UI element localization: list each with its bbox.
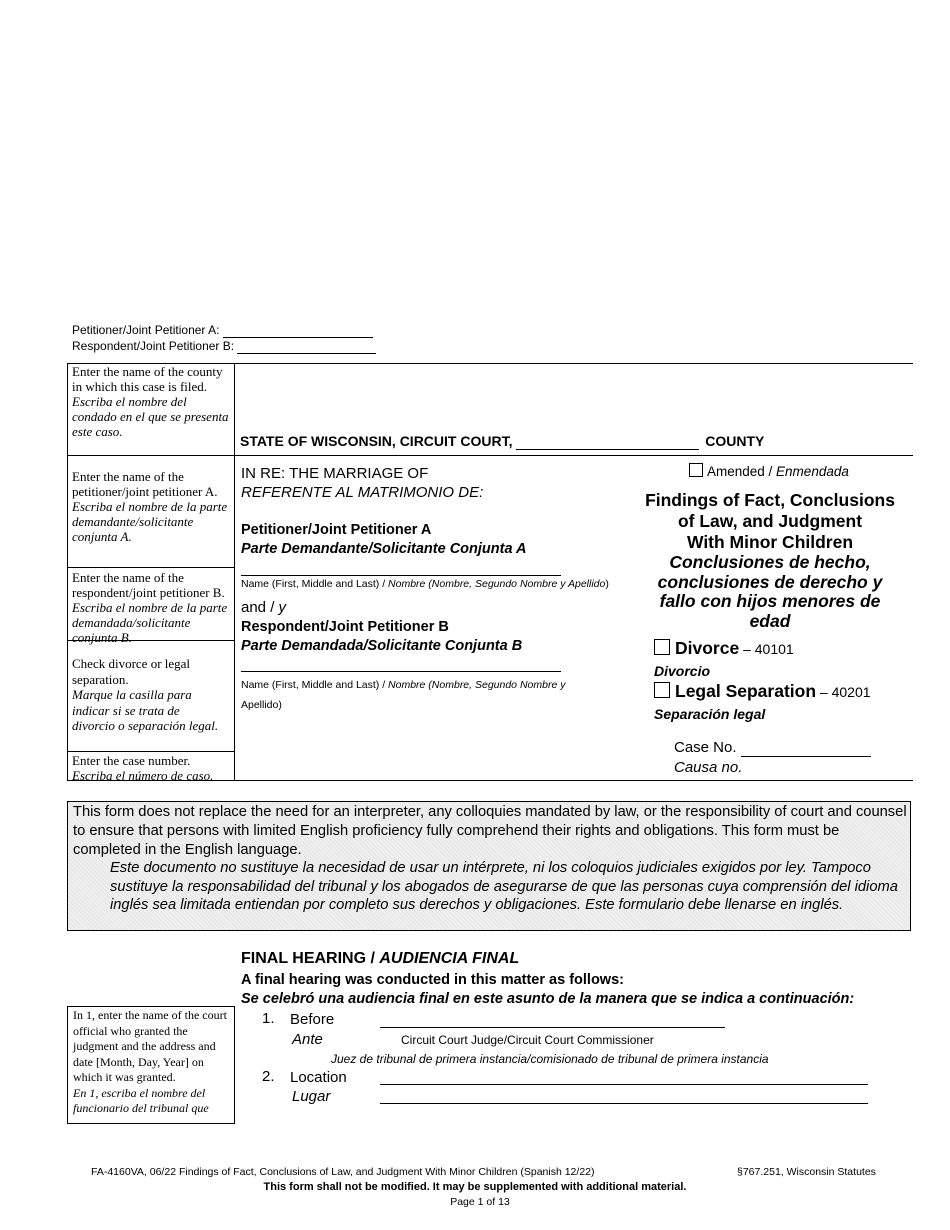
- petitioner-a-name-hint: Name (First, Middle and Last) / Nombre (Nombre, Segundo Nombre y Apellido): [241, 578, 609, 590]
- case-number-line: Case No.: [674, 739, 871, 757]
- and-connector: and / y: [241, 599, 287, 616]
- divorce-spanish: Divorcio: [654, 663, 711, 679]
- item-1-label: Before: [290, 1011, 335, 1028]
- location-field-2[interactable]: [380, 1103, 868, 1104]
- respondent-caption-field[interactable]: [237, 339, 376, 354]
- divorce-option[interactable]: Divorce – 40101: [654, 638, 794, 659]
- respondent-b-name-field[interactable]: [241, 671, 561, 672]
- footer-page-number: Page 1 of 13: [450, 1196, 510, 1208]
- respondent-b-label: Respondent/Joint Petitioner B Parte Demandada/Solicitante Conjunta B: [241, 619, 523, 654]
- sidebar-right-rule: [234, 363, 235, 781]
- item-2-label-spanish: Lugar: [292, 1088, 331, 1105]
- footer-warning: This form shall not be modified. It may be supplemented with additional material.: [263, 1181, 687, 1193]
- court-prefix: STATE OF WISCONSIN, CIRCUIT COURT,: [240, 433, 513, 449]
- sidebar-case-number: Enter the case number. Escriba el número de caso.: [72, 753, 214, 783]
- respondent-caption-line: [72, 339, 376, 354]
- official-name-hint: Circuit Court Judge/Circuit Court Commissioner: [401, 1033, 654, 1047]
- item-2-label: Location: [290, 1069, 347, 1086]
- court-suffix: COUNTY: [705, 433, 765, 449]
- caption-row-rule: [67, 455, 913, 456]
- item-1-number: 1.: [262, 1010, 275, 1027]
- court-heading: [240, 433, 764, 450]
- location-field-1[interactable]: [380, 1084, 868, 1085]
- sidebar-divider-3: [67, 751, 235, 752]
- legal-separation-checkbox[interactable]: [654, 682, 670, 698]
- form-title-spanish: Conclusiones de hecho, conclusiones de derecho y fallo con hijos menores de edad: [657, 552, 883, 631]
- sidebar-respondent: Enter the name of the respondent/joint petitioner B. Escriba el nombre de la parte demandada/solicitante conjunta B.: [72, 570, 228, 645]
- respondent-caption-label: Respondent/Joint Petitioner B:: [72, 339, 235, 353]
- item-2-number: 2.: [262, 1068, 275, 1085]
- interpreter-notice: [67, 801, 911, 931]
- final-hearing-intro: A final hearing was conducted in this matter as follows: Se celebró una audiencia final en este asunto de la manera que se indica a continuación:: [241, 972, 855, 1007]
- case-number-field[interactable]: [741, 739, 871, 757]
- item-1-label-spanish: Ante: [292, 1031, 323, 1048]
- divorce-checkbox[interactable]: [654, 639, 670, 655]
- petitioner-caption-field[interactable]: [223, 323, 373, 338]
- petitioner-caption-label: Petitioner/Joint Petitioner A:: [72, 323, 220, 337]
- legal-separation-spanish: Separación legal: [654, 706, 766, 722]
- footer-form-id: FA-4160VA, 06/22 Findings of Fact, Conclusions of Law, and Judgment With Minor Children (Spanish 12/22): [91, 1166, 595, 1178]
- petitioner-caption-line: [72, 323, 373, 338]
- respondent-b-name-hint: Name (First, Middle and Last) / Nombre (Nombre, Segundo Nombre y Apellido): [241, 679, 566, 711]
- in-re-heading: IN RE: THE MARRIAGE OF REFERENTE AL MATRIMONIO DE:: [241, 465, 484, 501]
- legal-separation-option[interactable]: Legal Separation – 40201: [654, 681, 871, 702]
- petitioner-a-label: Petitioner/Joint Petitioner A Parte Demandante/Solicitante Conjunta A: [241, 522, 527, 557]
- amended-checkbox[interactable]: [689, 463, 703, 477]
- case-number-spanish: Causa no.: [674, 759, 743, 776]
- footer-statute: §767.251, Wisconsin Statutes: [737, 1166, 876, 1178]
- official-name-field[interactable]: [380, 1027, 725, 1028]
- sidebar-divider-1: [67, 567, 235, 568]
- sidebar-left-rule: [67, 363, 68, 781]
- sidebar-petitioner: Enter the name of the petitioner/joint petitioner A. Escriba el nombre de la parte demandante/solicitante conjunta A.: [72, 469, 228, 544]
- notice-spanish: Este documento no sustituye la necesidad de usar un intérprete, ni los coloquios judiciales exigidos por ley. Tampoco sustituye la responsabilidad del tribunal y los abogados de asegurarse de que las personas cuya comprensión del idioma inglés sea limitada entiendan por completo sus derechos y obligaciones. Este formulario debe llenarse en inglés.: [110, 860, 898, 913]
- sidebar-county: Enter the name of the county in which this case is filed. Escriba el nombre del condado en el que se presenta este caso.: [72, 364, 229, 439]
- county-field[interactable]: [516, 433, 699, 450]
- notice-english: This form does not replace the need for an interpreter, any colloquies mandated by law, or the responsibility of court and counsel to ensure that persons with limited English proficiency fully comprehend their rights and obligations. This form must be completed in the English language.: [73, 804, 907, 858]
- final-hearing-side-note: In 1, enter the name of the court official who granted the judgment and the address and date [Month, Day, Year] on which it was granted. En 1, escriba el nombre del funcionario del tribunal que: [67, 1006, 235, 1124]
- official-name-hint-spanish: Juez de tribunal de primera instancia/comisionado de tribunal de primera instancia: [331, 1052, 769, 1066]
- sidebar-check-type: Check divorce or legal separation. Marque la casilla para indicar si se trata de divorcio o separación legal.: [72, 656, 219, 733]
- form-title: Findings of Fact, Conclusions of Law, and Judgment With Minor Children: [645, 490, 895, 552]
- amended-option[interactable]: Amended / Enmendada: [689, 463, 849, 479]
- petitioner-a-name-field[interactable]: [241, 575, 561, 576]
- final-hearing-heading: FINAL HEARING / AUDIENCIA FINAL: [241, 950, 520, 967]
